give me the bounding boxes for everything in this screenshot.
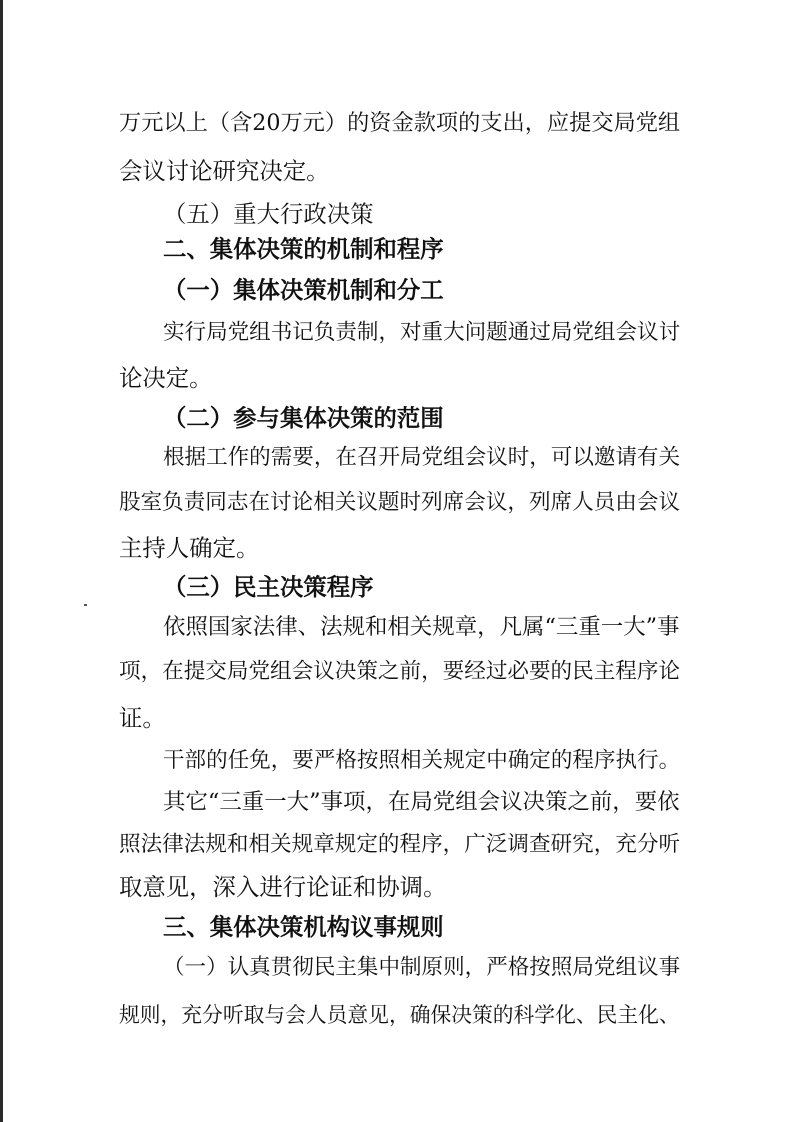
subsection-heading: （二）参与集体决策的范围	[163, 404, 444, 432]
paragraph-line: 实行局党组书记负责制，对重大问题通过局党组会议讨	[163, 320, 681, 345]
paragraph-line: 根据工作的需要，在召开局党组会议时，可以邀请有关	[163, 445, 681, 470]
paragraph-line: 其它“三重一大”事项，在局党组会议决策之前，要依	[163, 789, 680, 815]
paragraph-line: （一）认真贯彻民主集中制原则，严格按照局党组议事	[163, 955, 681, 980]
paragraph-line: 股室负责同志在讨论相关议题时列席会议，列席人员由会议	[119, 490, 681, 515]
paragraph-line: 取意见，深入进行论证和协调。	[119, 873, 447, 901]
subsection-heading: （三）民主决策程序	[163, 573, 374, 601]
scan-speck	[84, 604, 87, 606]
paragraph-line: 会议讨论研究决定。	[119, 157, 330, 185]
paragraph-line: 项，在提交局党组会议决策之前，要经过必要的民主程序论	[119, 659, 681, 684]
subsection-heading: （五）重大行政决策	[163, 200, 374, 228]
paragraph-line: 主持人确定。	[119, 534, 260, 562]
subsection-heading: （一）集体决策机制和分工	[163, 276, 444, 304]
section-heading: 二、集体决策的机制和程序	[163, 235, 444, 263]
paragraph-line: 万元以上（含20万元）的资金款项的支出，应提交局党组	[119, 110, 681, 136]
paragraph-line: 规则，充分听取与会人员意见，确保决策的科学化、民主化、	[119, 1003, 680, 1027]
paragraph-line: 依照国家法律、法规和相关规章，凡属“三重一大”事	[163, 614, 680, 640]
paragraph-line: 证。	[119, 704, 166, 732]
section-heading: 三、集体决策机构议事规则	[163, 913, 444, 941]
paragraph-line: 论决定。	[119, 364, 213, 392]
paragraph-line: 干部的任免，要严格按照相关规定中确定的程序执行。	[163, 748, 681, 773]
paragraph-line: 照法律法规和相关规章规定的程序，广泛调查研究，充分听	[119, 832, 681, 857]
scan-left-edge	[0, 0, 3, 1122]
